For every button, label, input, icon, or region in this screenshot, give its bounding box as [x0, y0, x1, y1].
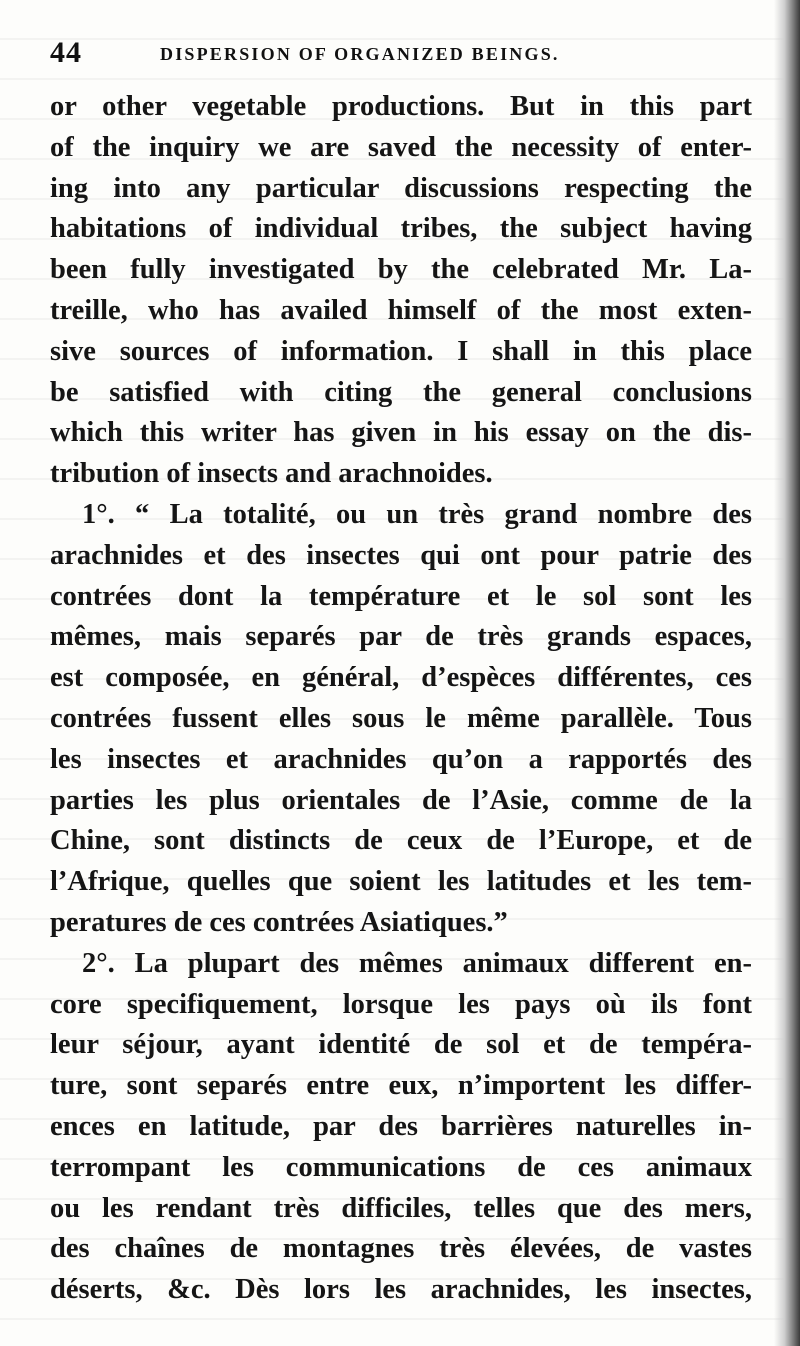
text-line: terrompant les communications de ces animaux	[50, 1151, 752, 1183]
text-line: arachnides et des insectes qui ont pour patrie des	[50, 539, 752, 571]
text-line: leur séjour, ayant identité de sol et de tempéra-	[50, 1029, 752, 1061]
text-line: been fully investigated by the celebrated Mr. La-	[50, 254, 752, 286]
text-line: core specifiquement, lorsque les pays où ils font	[50, 988, 752, 1020]
text-line: habitations of individual tribes, the subject having	[50, 213, 752, 245]
text-line: tribution of insects and arachnoides.	[50, 458, 493, 490]
text-line: 1°. “ La totalité, ou un très grand nombre des	[82, 498, 752, 530]
text-line: ences en latitude, par des barrières naturelles in-	[50, 1110, 752, 1142]
text-line: or other vegetable productions. But in this part	[50, 91, 752, 122]
page-edge-shadow	[774, 0, 800, 1346]
text-line: est composée, en général, d’espèces différentes, ces	[50, 662, 752, 694]
text-line: mêmes, mais separés par de très grands espaces,	[50, 621, 752, 653]
text-line: ture, sont separés entre eux, n’importent les differ-	[50, 1070, 752, 1102]
text-line: contrées fussent elles sous le même parallèle. Tous	[50, 702, 752, 734]
text-line: peratures de ces contrées Asiatiques.”	[50, 906, 508, 938]
text-line: ing into any particular discussions respecting the	[50, 172, 752, 204]
text-line: be satisfied with citing the general conclusions	[50, 376, 752, 408]
body-text	[50, 87, 752, 1311]
text-line: des chaînes de montagnes très élevées, de vastes	[50, 1233, 752, 1265]
text-line: ou les rendant très difficiles, telles que des mers,	[50, 1192, 752, 1224]
text-line: déserts, &c. Dès lors les arachnides, les insectes,	[50, 1274, 752, 1306]
text-line: sive sources of information. I shall in this place	[50, 335, 752, 367]
text-line: parties les plus orientales de l’Asie, comme de la	[50, 784, 752, 816]
running-head: DISPERSION OF ORGANIZED BEINGS.	[160, 44, 560, 64]
text-line: which this writer has given in his essay on the dis-	[50, 417, 752, 449]
text-line: contrées dont la température et le sol sont les	[50, 580, 752, 612]
text-line: l’Afrique, quelles que soient les latitudes et les tem-	[50, 866, 752, 898]
text-line: treille, who has availed himself of the most exten-	[50, 294, 752, 326]
text-line: 2°. La plupart des mêmes animaux different en-	[82, 947, 752, 979]
page-number: 44	[50, 36, 82, 69]
text-line: Chine, sont distincts de ceux de l’Europe, et de	[50, 825, 752, 857]
text-line: les insectes et arachnides qu’on a rapportés des	[50, 743, 752, 775]
page-header	[50, 36, 750, 76]
text-line: of the inquiry we are saved the necessity of enter-	[50, 131, 752, 163]
